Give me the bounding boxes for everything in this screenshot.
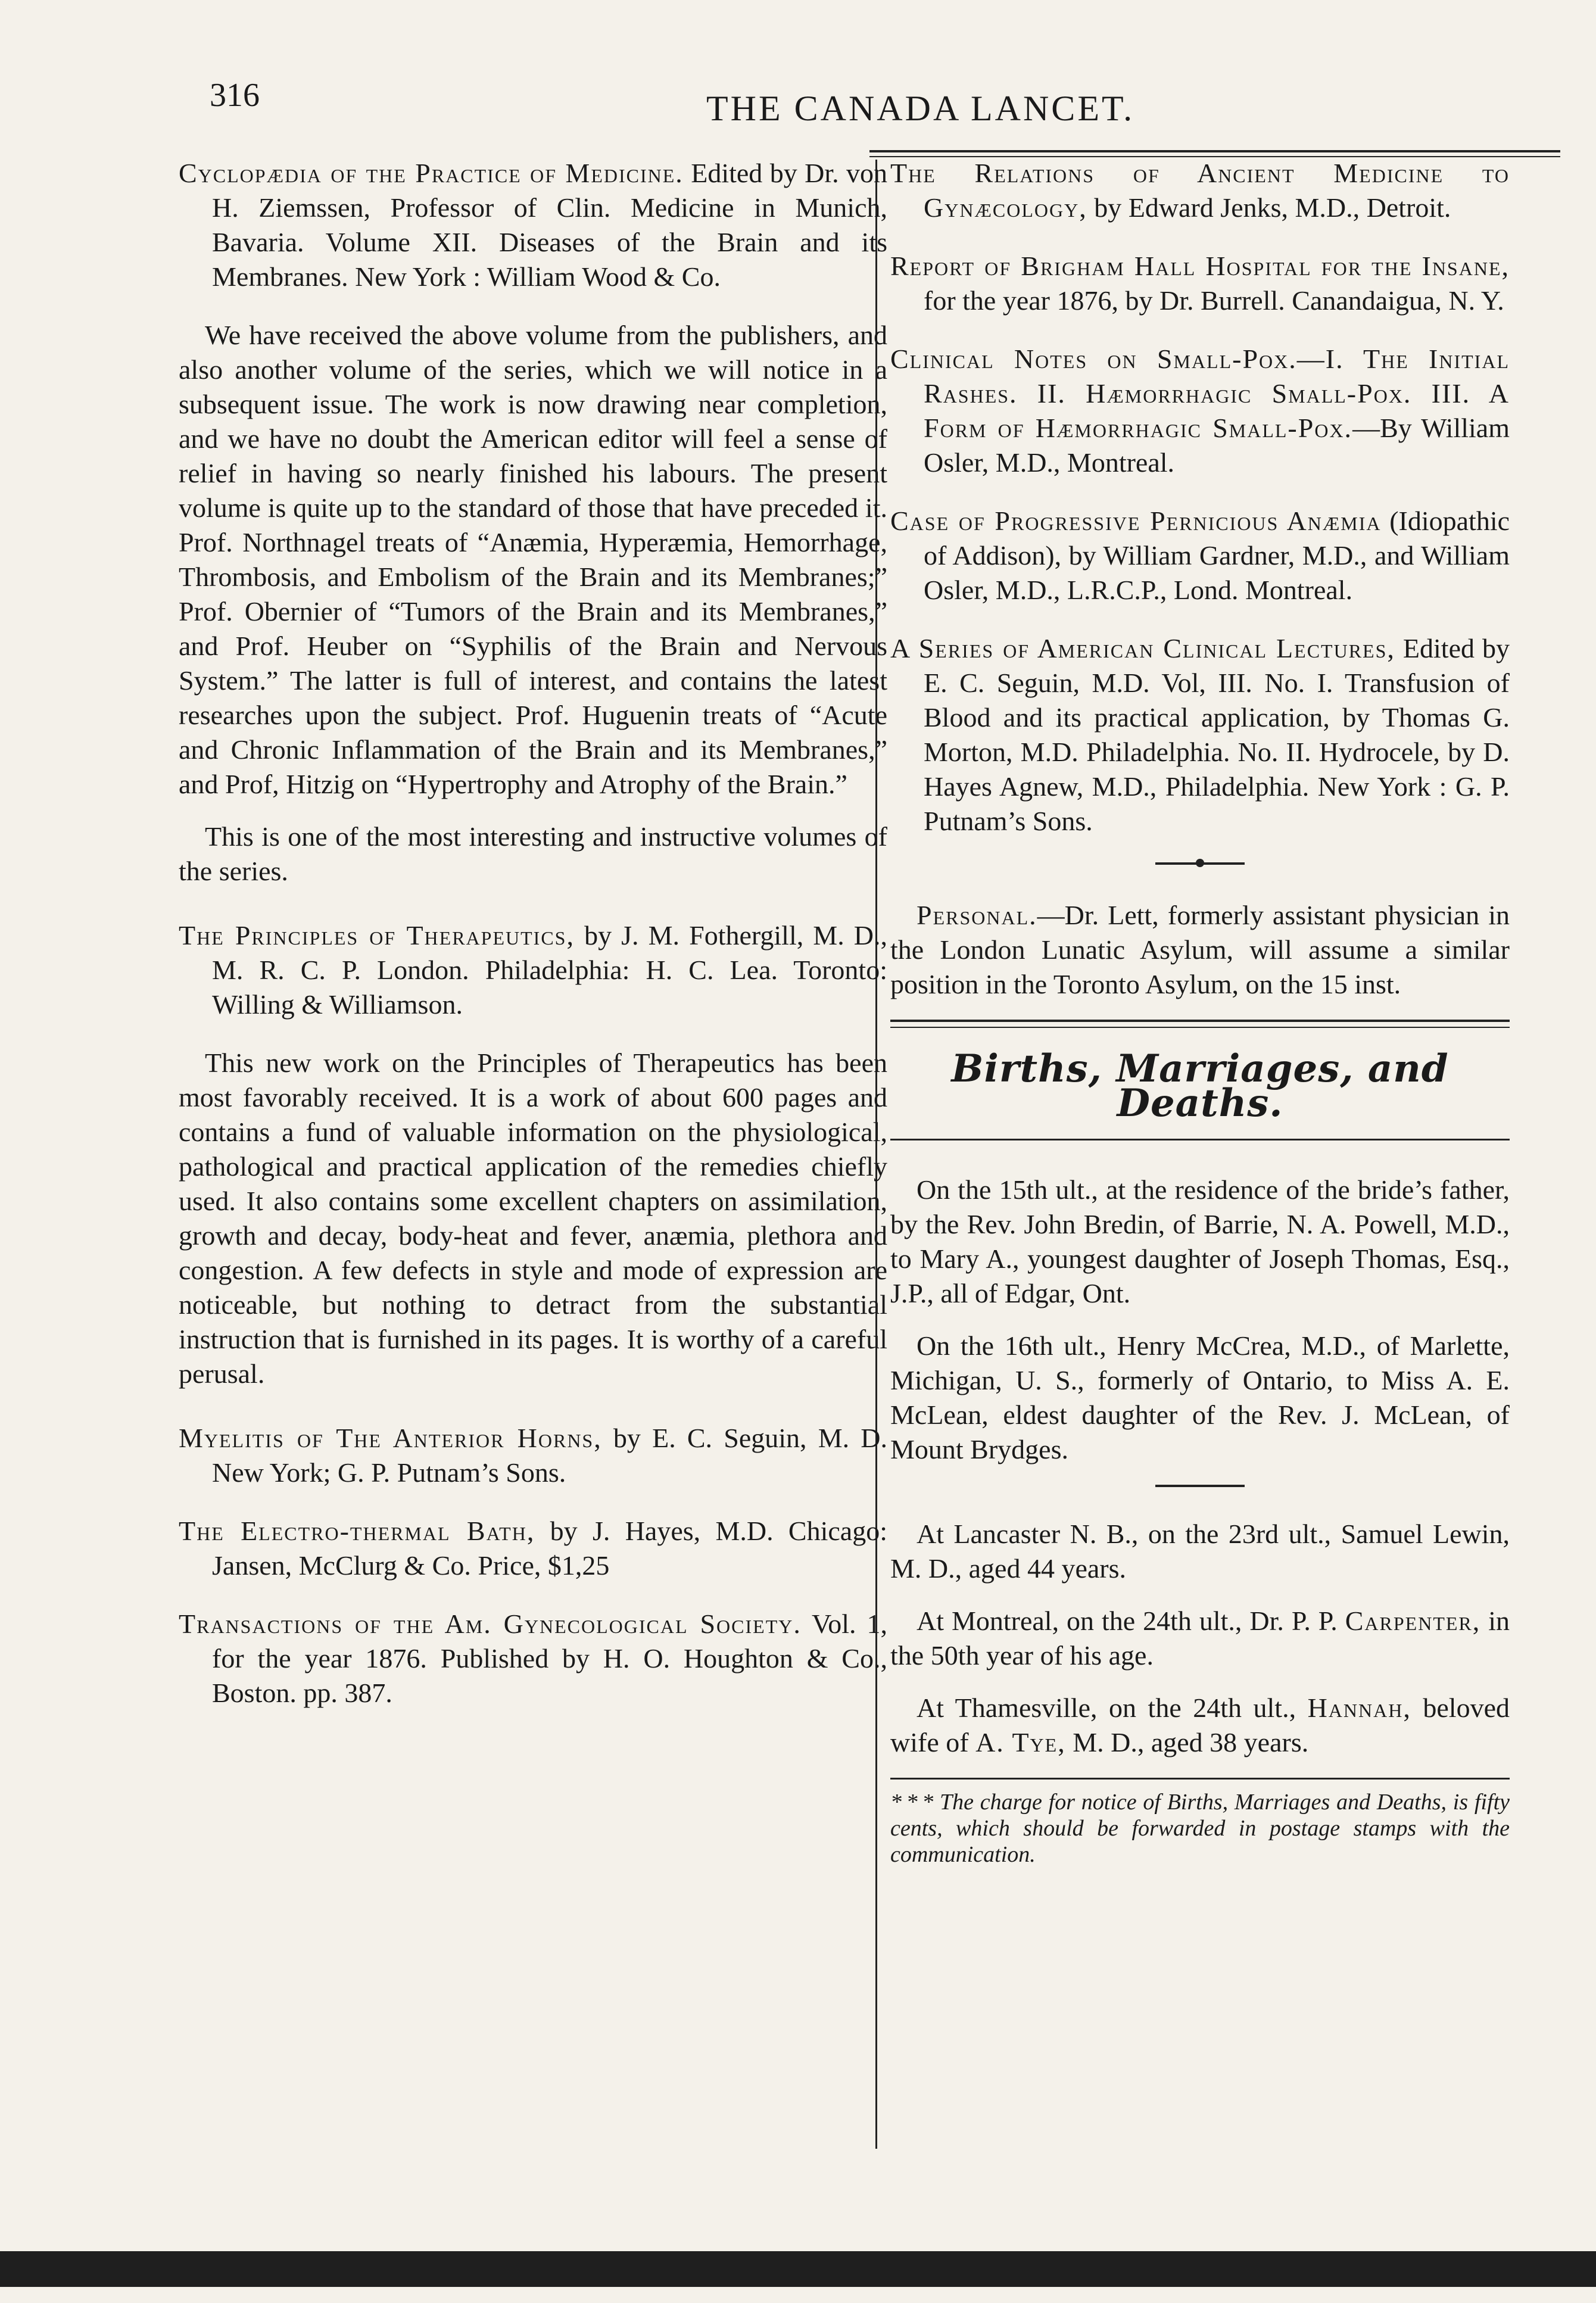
marriage-notice: On the 16th ult., Henry McCrea, M.D., of Marlette, Michigan, U. S., formerly of Ontario, to Miss A. E. McLean, eldest daughter of the Rev. J. McLean, of Mount Brydges.: [890, 1330, 1510, 1464]
page-number: 316: [210, 77, 260, 114]
entry-title: The Electro-thermal Bath,: [179, 1516, 535, 1546]
section-divider: [1155, 1485, 1245, 1487]
charge-notice: [890, 1789, 1510, 1868]
review-entry-therapeutics: [179, 918, 887, 1022]
death-text: in the 50th year of his age.: [890, 1606, 1510, 1671]
section-divider: [1155, 862, 1245, 865]
entry-text: by E. C. Seguin, M. D. New York; G. P. Putnam’s Sons.: [212, 1423, 888, 1488]
notice-asterisks: * * *: [890, 1790, 934, 1815]
review-paragraph: This is one of the most interesting and instructive volumes of the series.: [179, 821, 887, 886]
entry-title: Case of Progressive Pernicious Anæmia: [890, 506, 1382, 536]
entry-text: for the year 1876, by Dr. Burrell. Canandaigua, N. Y.: [924, 285, 1504, 316]
entry-title: A Series of American Clinical Lectures,: [890, 633, 1395, 663]
review-entry-anaemia: [890, 504, 1510, 607]
review-entry-electro-thermal: [179, 1514, 887, 1583]
death-notice: [890, 1691, 1510, 1760]
scan-edge-bar: [0, 2251, 1596, 2287]
entry-text: —By William Osler, M.D., Montreal.: [924, 413, 1510, 478]
double-rule: [890, 1020, 1510, 1028]
review-entry-transactions: [179, 1607, 887, 1710]
right-column: [890, 156, 1510, 1868]
review-entry-clinical-lectures: [890, 631, 1510, 839]
section-heading: Births, Marriages, and Deaths.: [951, 1046, 1449, 1126]
header-rule: [869, 150, 1560, 152]
entry-title: Clinical Notes on Small-Pox.—I. The Initial Rashes. II. Hæmorrhagic Small-Pox. III. A Form of Hæmorrhagic Small-Pox.: [890, 344, 1510, 443]
entry-text: by J. Hayes, M.D. Chicago: Jansen, McClurg & Co. Price, $1,25: [212, 1516, 888, 1581]
death-name: A. Tye,: [975, 1727, 1066, 1757]
personal-notice: [890, 898, 1510, 1002]
entry-text: Vol. 1, for the year 1876. Published by H. O. Houghton & Co., Boston. pp. 387.: [212, 1609, 887, 1708]
death-name: Carpenter,: [1345, 1606, 1481, 1636]
entry-text: by J. M. Fothergill, M. D., M. R. C. P. London. Philadelphia: H. C. Lea. Toronto: Willing & Williamson.: [212, 920, 888, 1020]
journal-title: THE CANADA LANCET.: [706, 89, 1135, 128]
entry-text: (Idiopathic of Addison), by William Gardner, M.D., and William Osler, M.D., L.R.C.P., Lond. Montreal.: [924, 506, 1510, 605]
entry-title: Myelitis of The Anterior Horns,: [179, 1423, 602, 1453]
notice-rule: [890, 1778, 1510, 1780]
entry-title: Cyclopædia of the Practice of Medicine.: [179, 158, 684, 188]
entry-title: The Relations of Ancient Medicine to Gynæcology,: [890, 158, 1510, 223]
review-entry-brigham-hall: [890, 249, 1510, 318]
review-paragraph: We have received the above volume from the publishers, and also another volume of the series, which we will notice in a subsequent issue. The work is now drawing near completion, and we have no doubt the American editor will feel a sense of relief in having so nearly finished his labours. The present volume is quite up to the standard of those that have preceded it. Prof. Northnagel treats of “Anæmia, Hyperæmia, Hemorrhage, Thrombosis, and Embolism of the Brain and its Membranes;” Prof. Obernier of “Tumors of the Brain and its Membranes,” and Prof. Heuber on “Syphilis of the Brain and Nervous System.” The latter is full of interest, and contains the latest researches upon the subject. Prof. Huguenin treats of “Acute and Chronic Inflammation of the Brain and its Membranes,” and Prof, Hitzig on “Hypertrophy and Atrophy of the Brain.”: [179, 320, 887, 799]
death-notice: At Lancaster N. B., on the 23rd ult., Samuel Lewin, M. D., aged 44 years.: [890, 1519, 1510, 1584]
entry-text: Edited by E. C. Seguin, M.D. Vol, III. No. I. Transfusion of Blood and its practical application, by Thomas G. Morton, M.D. Philadelphia. No. II. Hydrocele, by D. Hayes Agnew, M.D., Philadelphia. New York : G. P. Putnam’s Sons.: [924, 633, 1510, 836]
review-entry-ancient-medicine: [890, 156, 1510, 225]
entry-title: Report of Brigham Hall Hospital for the Insane,: [890, 251, 1510, 281]
death-text: At Thamesville, on the 24th ult.,: [917, 1693, 1296, 1723]
death-text: At Montreal, on the 24th ult., Dr. P. P.: [917, 1606, 1338, 1636]
entry-title: The Principles of Therapeutics,: [179, 920, 575, 951]
personal-text: —Dr. Lett, formerly assistant physician in the London Lunatic Asylum, will assume a similar position in the Toronto Asylum, on the 15 inst.: [890, 900, 1510, 999]
left-column: [179, 156, 887, 1734]
review-entry-cyclopaedia: [179, 156, 887, 294]
death-text: beloved wife of: [890, 1693, 1510, 1757]
death-notice: [890, 1604, 1510, 1673]
review-entry-myelitis: [179, 1421, 887, 1490]
death-text: M. D., aged 38 years.: [1073, 1727, 1309, 1757]
entry-title: Transactions of the Am. Gynecological Society.: [179, 1609, 802, 1639]
notice-text: The charge for notice of Births, Marriages and Deaths, is fifty cents, which should be forwarded in postage stamps with the communication.: [890, 1790, 1510, 1867]
review-paragraph: This new work on the Principles of Therapeutics has been most favorably received. It is a work of about 600 pages and contains a fund of valuable information on the physiological, pathological and practical application of the remedies chiefly used. It also contains some excellent chapters on assimilation, growth and decay, body-heat and fever, anæmia, plethora and congestion. A few defects in style and mode of expression are noticeable, but nothing to detract from the substantial instruction that is furnished in its pages. It is worthy of a careful perusal.: [179, 1048, 887, 1389]
death-name: Hannah,: [1307, 1693, 1411, 1723]
personal-label: Personal.: [917, 900, 1037, 930]
heading-rule: [890, 1139, 1510, 1140]
review-entry-small-pox: [890, 342, 1510, 480]
marriage-notice: On the 15th ult., at the residence of the bride’s father, by the Rev. John Bredin, of Barrie, N. A. Powell, M.D., to Mary A., youngest daughter of Joseph Thomas, Esq., J.P., all of Edgar, Ont.: [890, 1174, 1510, 1308]
entry-text: by Edward Jenks, M.D., Detroit.: [1094, 192, 1451, 223]
entry-text: Edited by Dr. von H. Ziemssen, Professor of Clin. Medicine in Munich, Bavaria. Volume XII. Diseases of the Brain and its Membranes. New York : William Wood & Co.: [212, 158, 888, 292]
